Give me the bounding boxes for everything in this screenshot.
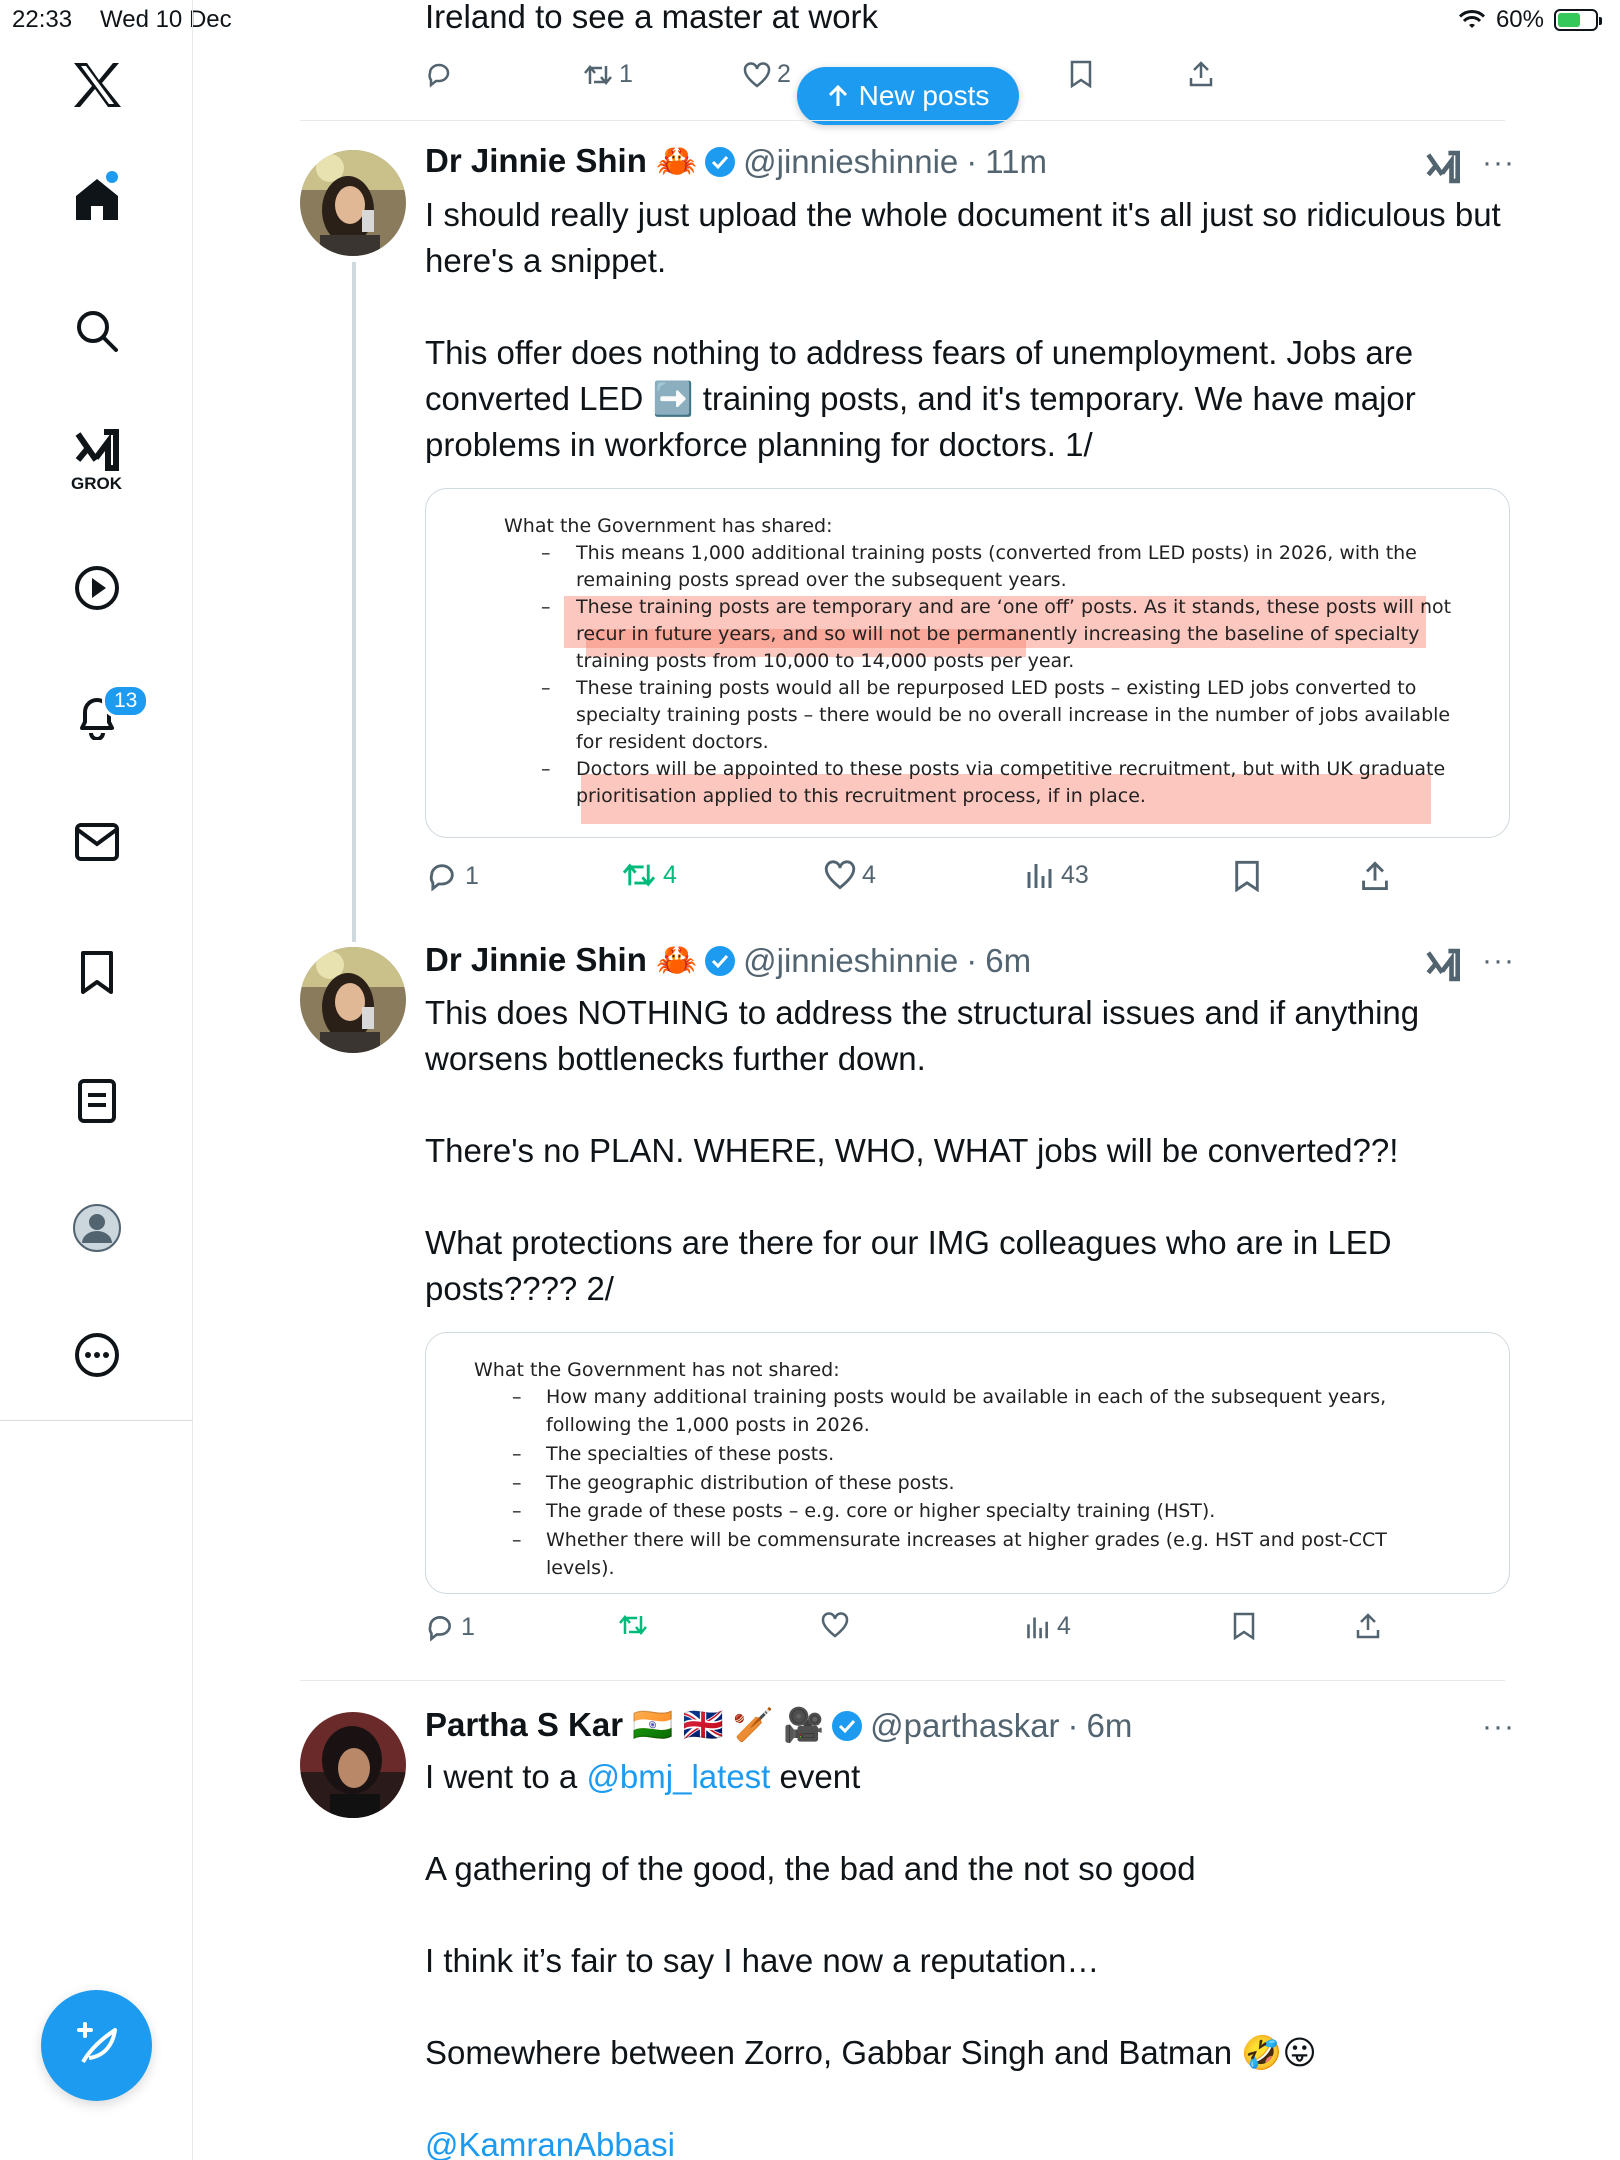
tweet1-view-count: 43: [1061, 860, 1089, 889]
views-chart-icon: [1025, 1614, 1051, 1640]
prev-bookmark-button[interactable]: [1069, 60, 1093, 88]
heart-icon: [821, 1612, 849, 1638]
nav-notifications[interactable]: [0, 692, 193, 740]
tweet2-body: [425, 990, 1505, 1312]
more-circle-icon: [74, 1332, 120, 1378]
tweet2-handle[interactable]: @jinnieshinnie: [743, 941, 959, 979]
tweet2-views-button[interactable]: [1025, 1612, 1071, 1641]
dash: –: [541, 596, 551, 618]
separator: [300, 1680, 1505, 1681]
bookmark-icon: [1232, 1612, 1256, 1640]
x-logo-icon: [72, 62, 122, 108]
image-heading: What the Government has not shared:: [474, 1359, 840, 1381]
image-line: These training posts are temporary and are ‘one off’ posts. As it stands, these posts will not: [576, 596, 1452, 618]
retweet-icon: [618, 1612, 648, 1638]
verified-badge-icon: [832, 1711, 862, 1741]
verified-badge-icon: [705, 946, 735, 976]
dash: –: [512, 1443, 522, 1465]
nav-more[interactable]: [0, 1332, 193, 1378]
nav-profile[interactable]: [0, 1203, 193, 1253]
share-icon: [1188, 60, 1214, 88]
image-line: specialty training posts – there would be no overall increase in the number of jobs available: [576, 704, 1451, 726]
image-line: remaining posts spread over the subsequent years.: [576, 569, 1067, 591]
nav-home[interactable]: [0, 176, 193, 222]
dash: –: [541, 677, 551, 699]
tweet3-line: [425, 1754, 1505, 1800]
tweet3-avatar[interactable]: [300, 1712, 406, 1818]
retweet-icon: [621, 860, 657, 890]
avatar-photo: [300, 947, 406, 1053]
dot-separator: ·: [966, 941, 978, 979]
status-time: 22:33: [12, 6, 73, 33]
image-line: recur in future years, and so will not be permanently increasing the baseline of specialty: [576, 623, 1420, 645]
play-icon: [74, 565, 120, 611]
tweet1-body: [425, 192, 1505, 468]
dot-separator: ·: [1067, 1706, 1079, 1744]
share-icon: [1360, 860, 1390, 892]
tweet3-line: [425, 2122, 1505, 2160]
tweet3-line: A gathering of the good, the bad and the not so good: [425, 1850, 1196, 1887]
tweet1-reply-count: 1: [465, 861, 479, 890]
compose-feather-icon: [69, 2018, 125, 2074]
tweet2-line: What protections are there for our IMG colleagues who are in LED posts???? 2/: [425, 1224, 1392, 1307]
image-line: The grade of these posts – e.g. core or higher specialty training (HST).: [546, 1500, 1216, 1522]
image-line: following the 1,000 posts in 2026.: [546, 1414, 870, 1436]
home-unread-dot: [106, 171, 118, 183]
dash: –: [512, 1500, 522, 1522]
image-line: The geographic distribution of these posts.: [546, 1472, 955, 1494]
list-icon: [77, 1078, 117, 1124]
prev-reply-button[interactable]: [425, 60, 453, 88]
tweet1-handle[interactable]: @jinnieshinnie: [743, 142, 959, 180]
grok-label: GROK: [71, 474, 122, 493]
tweet2-bookmark-button[interactable]: [1232, 1612, 1256, 1640]
nav-lists[interactable]: [0, 1078, 193, 1124]
dash: –: [512, 1529, 522, 1551]
image-line: Doctors will be appointed to these posts via competitive recruitment, but with UK graduate: [576, 758, 1446, 780]
tweet2-reply-count: 1: [461, 1612, 475, 1641]
bookmark-icon: [79, 950, 115, 996]
grok-icon: [74, 428, 120, 472]
tweet2-line: This does NOTHING to address the structural issues and if anything worsens bottlenecks further down.: [425, 994, 1420, 1077]
tweet1-actions: [425, 860, 1425, 900]
image-line: for resident doctors.: [576, 731, 769, 753]
prev-tweet-text: Ireland to see a master at work: [425, 0, 879, 35]
new-posts-button[interactable]: [797, 67, 1019, 125]
mention-link[interactable]: @KamranAbbasi: [425, 2126, 675, 2160]
tweet2-header: [425, 941, 1031, 980]
image-line: This means 1,000 additional training posts (converted from LED posts) in 2026, with the: [576, 542, 1417, 564]
prev-like-button[interactable]: [743, 60, 791, 89]
dash: –: [512, 1386, 522, 1408]
share-icon: [1355, 1612, 1381, 1640]
nav-video[interactable]: [0, 565, 193, 611]
tweet3-time[interactable]: 6m: [1086, 1706, 1133, 1744]
image-line: The specialties of these posts.: [546, 1443, 835, 1465]
tweet2-image[interactable]: [425, 1332, 1510, 1594]
tweet3-text: I went to a: [425, 1758, 587, 1795]
prev-retweet-count: 1: [619, 60, 633, 88]
tweet1-retweet-button[interactable]: [621, 860, 677, 890]
battery-percent: 60%: [1495, 6, 1544, 33]
tweet1-bookmark-button[interactable]: [1233, 860, 1261, 892]
nav-bookmarks[interactable]: [0, 950, 193, 996]
tweet2-time[interactable]: 6m: [985, 941, 1032, 979]
tweet1-grok-button[interactable]: [1425, 150, 1461, 189]
tweet2-avatar[interactable]: [300, 947, 406, 1053]
views-chart-icon: [1025, 860, 1055, 890]
sidebar-divider: [0, 1420, 193, 1421]
tweet3-more-button[interactable]: ···: [1482, 1710, 1515, 1743]
tweet1-time[interactable]: 11m: [985, 142, 1048, 180]
tweet3-body: [425, 1754, 1505, 2160]
tweet3-line: Somewhere between Zorro, Gabbar Singh and Batman 🤣😛: [425, 2034, 1317, 2071]
retweet-icon: [583, 62, 613, 88]
image-line: levels).: [546, 1557, 615, 1579]
profile-avatar-icon: [72, 1203, 122, 1253]
tweet2-line: There's no PLAN. WHERE, WHO, WHAT jobs will be converted??!: [425, 1132, 1399, 1169]
tweet3-author-name[interactable]: Partha S Kar 🇮🇳 🇬🇧 🏏 🎥: [425, 1706, 825, 1743]
bookmark-icon: [1233, 860, 1261, 892]
reply-icon: [425, 60, 453, 88]
tweet2-grok-button[interactable]: [1425, 948, 1461, 987]
heart-icon: [743, 62, 771, 88]
tweet1-line: I should really just upload the whole document it's all just so ridiculous but here's a snippet.: [425, 196, 1501, 279]
tweet1-views-button[interactable]: [1025, 860, 1089, 890]
tweet2-reply-button[interactable]: [425, 1612, 475, 1642]
tweet3-header: [425, 1706, 1132, 1745]
tweet1-like-button[interactable]: [824, 860, 876, 890]
compose-button[interactable]: [41, 1990, 152, 2101]
grok-icon: [1425, 948, 1461, 982]
tweet2-retweet-button[interactable]: [618, 1612, 648, 1638]
reply-icon: [425, 860, 459, 892]
timeline: [193, 0, 1620, 2160]
tweet1-image[interactable]: [425, 488, 1510, 838]
tweet1-retweet-count: 4: [663, 860, 677, 889]
tweet1-line: This offer does nothing to address fears of unemployment. Jobs are converted LED ➡️ training posts, and it's temporary. We have major problems in workforce planning for doctors. 1/: [425, 334, 1416, 463]
tweet2-actions: [425, 1612, 1425, 1652]
dash: –: [541, 758, 551, 780]
tweet1-avatar[interactable]: [300, 150, 406, 256]
image-heading: What the Government has shared:: [504, 515, 833, 537]
prev-share-button[interactable]: [1188, 60, 1214, 88]
tweet2-view-count: 4: [1057, 1612, 1071, 1640]
tweet1-header: [425, 142, 1047, 181]
arrow-up-icon: [827, 84, 849, 108]
nav-grok[interactable]: [0, 428, 193, 494]
tweet2-like-button[interactable]: [821, 1612, 849, 1638]
dot-separator: ·: [966, 142, 978, 180]
dash: –: [541, 542, 551, 564]
tweet2-share-button[interactable]: [1355, 1612, 1381, 1640]
verified-badge-icon: [705, 147, 735, 177]
tweet2-more-button[interactable]: ···: [1482, 944, 1515, 977]
heart-icon: [824, 860, 856, 890]
prev-like-count: 2: [777, 60, 791, 88]
tweet1-reply-button[interactable]: [425, 860, 479, 892]
grok-icon: [1425, 150, 1461, 184]
tweet1-author-name[interactable]: Dr Jinnie Shin 🦀: [425, 142, 698, 179]
avatar-photo: [300, 150, 406, 256]
notifications-badge: 13: [102, 684, 149, 718]
tweet3-line: I think it’s fair to say I have now a reputation…: [425, 1942, 1100, 1979]
nav-explore[interactable]: [0, 309, 193, 353]
tweet1-share-button[interactable]: [1360, 860, 1390, 892]
x-logo[interactable]: [0, 62, 193, 108]
image-line: prioritisation applied to this recruitment process, if in place.: [576, 785, 1146, 807]
dash: –: [512, 1472, 522, 1494]
search-icon: [75, 309, 119, 353]
image-line: These training posts would all be repurposed LED posts – existing LED jobs converted to: [576, 677, 1417, 699]
tweet1-like-count: 4: [862, 860, 876, 889]
new-posts-label: New posts: [858, 80, 990, 111]
thread-line: [352, 262, 356, 942]
mail-icon: [74, 822, 120, 862]
tweet1-more-button[interactable]: ···: [1482, 146, 1515, 179]
separator: [300, 120, 1505, 121]
sidebar: [0, 0, 193, 2160]
reply-icon: [425, 1612, 455, 1642]
avatar-photo: [300, 1712, 406, 1818]
status-date: Wed 10 Dec: [100, 6, 232, 33]
prev-retweet-button[interactable]: [583, 60, 633, 89]
image-line: How many additional training posts would be available in each of the subsequent years,: [546, 1386, 1387, 1408]
mention-link[interactable]: @bmj_latest: [586, 1758, 771, 1795]
bookmark-icon: [1069, 60, 1093, 88]
image-line: training posts from 10,000 to 14,000 posts per year.: [576, 650, 1075, 672]
tweet3-handle[interactable]: @parthaskar: [870, 1706, 1060, 1744]
image-line: Whether there will be commensurate increases at higher grades (e.g. HST and post-CCT: [546, 1529, 1387, 1551]
tweet3-text: event: [770, 1758, 861, 1795]
nav-messages[interactable]: [0, 822, 193, 862]
tweet2-author-name[interactable]: Dr Jinnie Shin 🦀: [425, 941, 698, 978]
